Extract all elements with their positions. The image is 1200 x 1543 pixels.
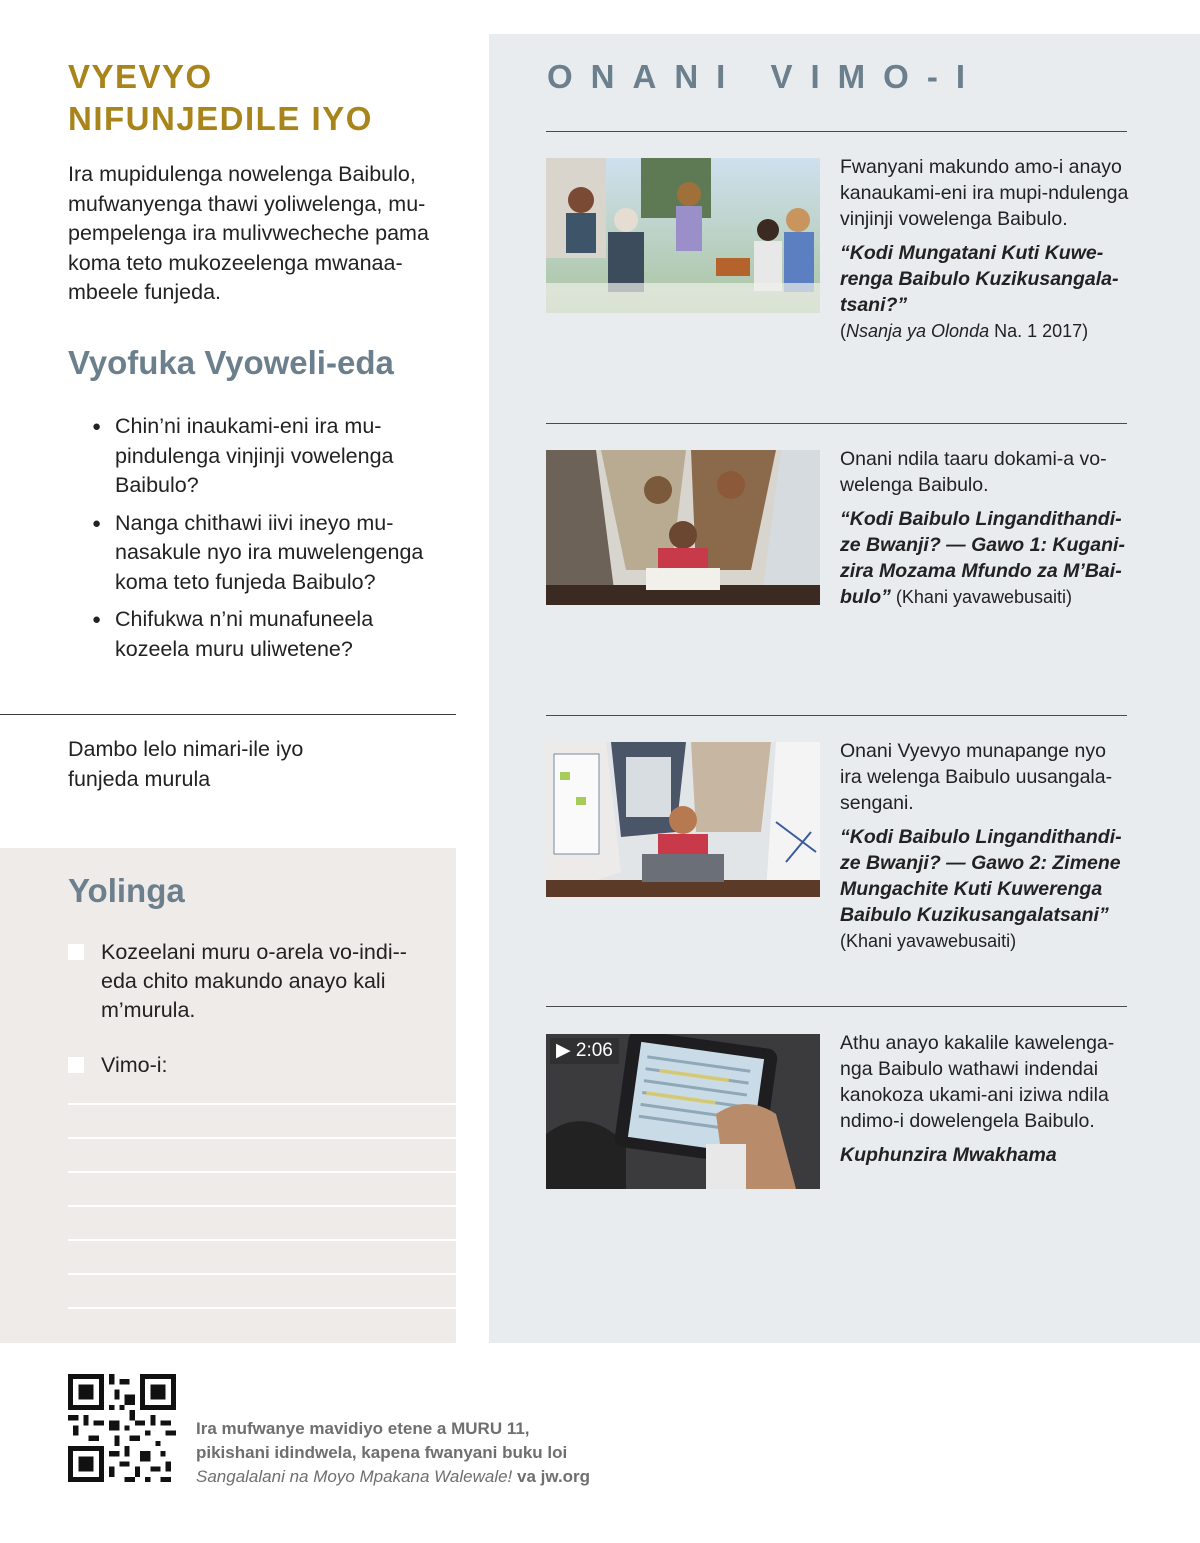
video-thumbnail[interactable] [546,1034,820,1189]
review-title: Vyofuka Vyoweli-eda [68,344,394,381]
entry-description: Athu anayo kakalile kawelenga-nga Baibulo wathawi indendai kanokoza ukami-ani iziwa ndila ndimo-i dowelengela Baibulo. [840,1032,1115,1132]
goal-title: Yolinga [68,872,185,909]
boy-reading-image[interactable] [546,450,820,605]
entry-reference[interactable]: “Kodi Baibulo Lingandithandi-ze Bwanji? — Gawo 1: Kugani-zira Mozama Mfundo za M’Bai-bulo” (Khani yavawebusaiti) [840,508,1125,608]
entry-reference[interactable]: Kuphunzira Mwakhama [840,1144,1057,1166]
review-question [92,412,452,501]
entry-source: (Khani yavawebusaiti) [840,931,1017,951]
play-icon: ▶ [556,1040,576,1061]
footer-line [196,1465,716,1489]
write-line[interactable] [68,1205,456,1207]
divider [546,715,1127,716]
entry-reference[interactable]: “Kodi Baibulo Lingandithandi-ze Bwanji? — Gawo 2: Zimene Mungachite Kuti Kuwerenga Baibulo Kuzikusangalatsani” [840,826,1122,926]
bullet-icon: ● [92,514,102,532]
girl-reading-image[interactable] [546,742,820,897]
footer-line: Ira mufwanye mavidiyo etene a MURU 11, [196,1419,530,1438]
review-question-text: Chin’ni inaukami-eni ira mu-pindulenga vinjinji vowelenga Baibulo? [115,414,394,497]
explore-entry [840,738,1130,954]
entry-description: Onani ndila taaru dokami-a vo-welenga Baibulo. [840,448,1107,496]
review-question [92,605,452,664]
entry-description: Fwanyani makundo amo-i anayo kanaukami-eni ira mupi-ndulenga vinjinji vowelenga Baibulo. [840,156,1129,230]
summary-title: VYEVYO NIFUNJEDILE IYO [68,58,373,137]
explore-entry [840,154,1130,344]
write-line[interactable] [68,1137,456,1139]
checkbox[interactable] [68,944,84,960]
website[interactable]: va jw.org [512,1467,591,1486]
review-questions [92,412,452,672]
checkbox[interactable] [68,1057,84,1073]
goal-panel [0,848,456,1343]
progress-note: Dambo lelo nimari-ile iyo funjeda murula [68,737,304,791]
write-line[interactable] [68,1239,456,1241]
explore-panel [489,34,1200,1343]
goal-item-text: Vimo-i: [101,1053,168,1077]
bullet-icon: ● [92,611,102,628]
goal-item [68,938,438,1025]
divider [546,131,1127,132]
explore-title: ONANI VIMO-I [547,58,983,95]
write-line[interactable] [68,1171,456,1173]
family-reading-image[interactable] [546,158,820,313]
entry-description: Onani Vyevyo munapange nyo ira welenga Baibulo uusangala-sengani. [840,740,1113,814]
explore-entry [840,1030,1130,1168]
summary-body: Ira mupidulenga nowelenga Baibulo, mufwanyenga thawi yoliwelenga, mu-pempelenga ira mulivwecheche pama koma teto mukozeelenga mwanaa-mbeele funjeda. [68,162,429,304]
review-question-text: Chifukwa n’ni munafuneela kozeela muru uliwetene? [115,607,374,661]
footer-line: pikishani idindwela, kapena fwanyani buku loi [196,1443,568,1462]
goal-item [68,1051,438,1080]
video-duration: ▶ 2:06 [550,1038,619,1064]
divider [0,714,456,715]
review-question-text: Nanga chithawi iivi ineyo mu-nasakule nyo ira muwelengenga koma teto funjeda Baibulo? [115,510,424,594]
write-line[interactable] [68,1103,456,1105]
explore-entry [840,446,1130,610]
review-question [92,509,452,598]
goal-item-text: Kozeelani muru o-arela vo-indi--eda chito makundo anayo kali m’murula. [101,940,407,1022]
qr-code[interactable] [68,1374,176,1482]
write-line[interactable] [68,1307,456,1309]
entry-source: (Nsanja ya Olonda Na. 1 2017) [840,321,1089,341]
entry-reference[interactable]: “Kodi Mungatani Kuti Kuwe-renga Baibulo Kuzikusangala-tsani?” [840,242,1119,316]
book-title[interactable]: Sangalalani na Moyo Mpakana Walewale! [196,1467,513,1486]
write-line[interactable] [68,1273,456,1275]
footer-note [196,1417,716,1489]
divider [546,423,1127,424]
entry-source: (Khani yavawebusaiti) [895,587,1073,607]
divider [546,1006,1127,1007]
bullet-icon: ● [92,418,102,435]
